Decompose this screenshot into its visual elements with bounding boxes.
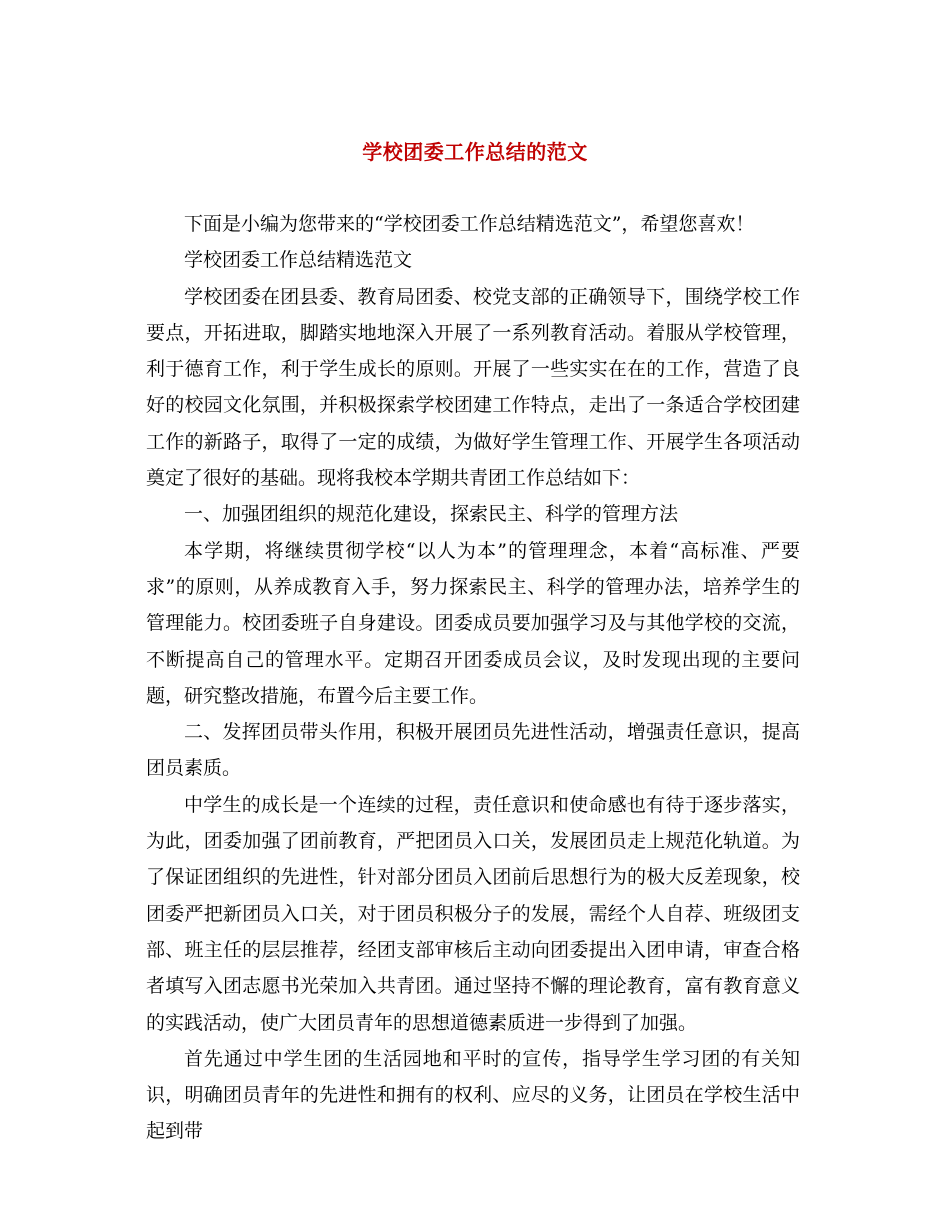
body-paragraph: 本学期，将继续贯彻学校“以人为本”的管理理念，本着“高标准、严要求”的原则，从养成教育入手，努力探索民主、科学的管理办法，培养学生的管理能力。校团委班子自身建设。团委成员要加强学习及与其他学校的交流，不断提高自己的管理水平。定期召开团委成员会议，及时发现出现的主要问题，研究整改措施，布置今后主要工作。: [146, 539, 800, 707]
body-paragraph: 学校团委在团县委、教育局团委、校党支部的正确领导下，围绕学校工作要点，开拓进取，脚踏实地地深入开展了一系列教育活动。着服从学校管理，利于德育工作，利于学生成长的原则。开展了一些实实在在的工作，营造了良好的校园文化氛围，并积极探索学校团建工作特点，走出了一条适合学校团建工作的新路子，取得了一定的成绩，为做好学生管理工作、开展学生各项活动奠定了很好的基础。现将我校本学期共青团工作总结如下：: [146, 285, 800, 490]
intro-paragraph: 下面是小编为您带来的“学校团委工作总结精选范文”，希望您喜欢！: [184, 213, 755, 235]
subtitle-paragraph: 学校团委工作总结精选范文: [184, 249, 413, 272]
document-title: 学校团委工作总结的范文: [362, 140, 588, 164]
section-heading: 二、发挥团员带头作用，积极开展团员先进性活动，增强责任意识，提高团员素质。: [146, 721, 800, 780]
body-paragraph: 首先通过中学生团的生活园地和平时的宣传，指导学生学习团的有关知识，明确团员青年的先进性和拥有的权利、应尽的义务，让团员在学校生活中起到带: [146, 1047, 800, 1143]
section-heading: 一、加强团组织的规范化建设，探索民主、科学的管理方法: [184, 503, 679, 526]
body-paragraph: 中学生的成长是一个连续的过程，责任意识和使命感也有待于逐步落实，为此，团委加强了团前教育，严把团员入口关，发展团员走上规范化轨道。为了保证团组织的先进性，针对部分团员入团前后思想行为的极大反差现象，校团委严把新团员入口关，对于团员积极分子的发展，需经个人自荐、班级团支部、班主任的层层推荐，经团支部审核后主动向团委提出入团申请，审查合格者填写入团志愿书光荣加入共青团。通过坚持不懈的理论教育，富有教育意义的实践活动，使广大团员青年的思想道德素质进一步得到了加强。: [146, 793, 800, 1034]
document-body: [146, 206, 800, 1150]
